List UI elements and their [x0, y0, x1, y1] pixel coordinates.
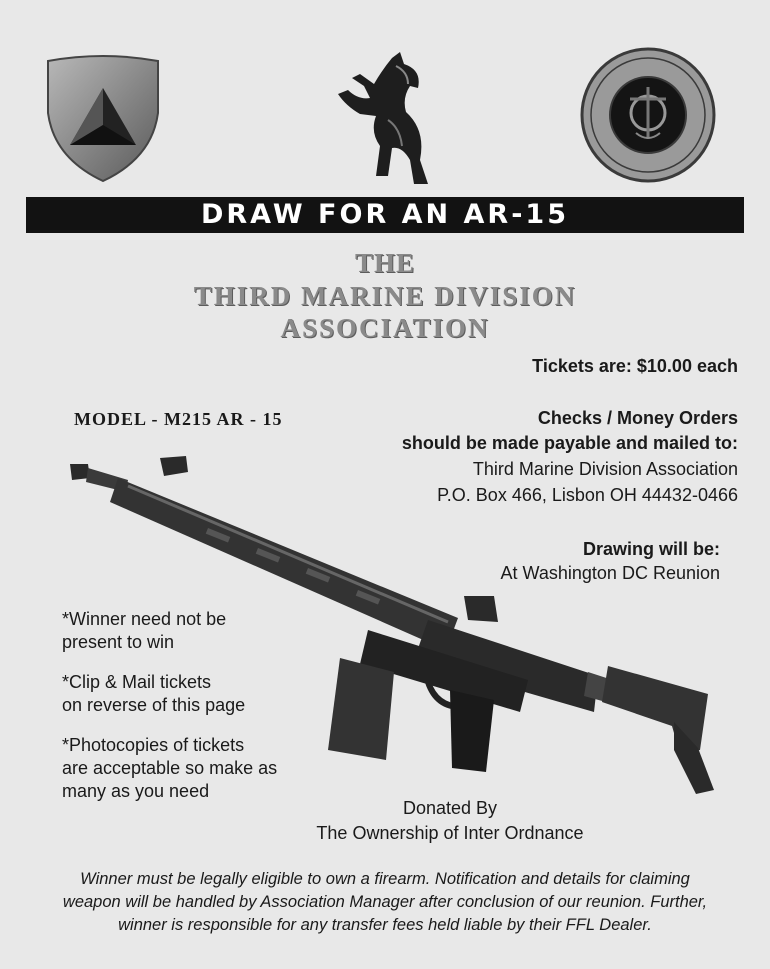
payment-instruction: should be made payable and mailed to:: [401, 433, 738, 453]
org-line-the: THE: [354, 248, 416, 278]
eligibility-disclaimer: [20, 868, 750, 937]
disclaimer-line-2: weapon will be handled by Association Manager after conclusion of our reunion. Further,: [62, 893, 708, 911]
note-2-line-2: on reverse of this page: [62, 695, 246, 715]
donated-by-label: Donated By: [402, 798, 498, 818]
note-1-line-2: present to win: [62, 632, 175, 652]
drawing-location: At Washington DC Reunion: [500, 563, 720, 583]
drawing-heading: Drawing will be:: [582, 539, 720, 559]
note-3-line-3: many as you need: [62, 781, 210, 801]
donor-credit: [280, 796, 620, 846]
third-division-triangle-shield-icon: [40, 53, 166, 183]
payment-address: P.O. Box 466, Lisbon OH 44432-0466: [437, 485, 738, 505]
note-3: [62, 734, 277, 803]
org-line-name: THIRD MARINE DIVISION: [193, 281, 577, 311]
payment-heading: Checks / Money Orders: [537, 408, 738, 428]
model-name: MODEL - M215 AR - 15: [74, 409, 283, 429]
note-2-line-1: *Clip & Mail tickets: [62, 672, 212, 692]
org-line-association: ASSOCIATION: [280, 313, 490, 343]
banner-title: DRAW FOR AN AR-15: [26, 197, 744, 233]
note-3-line-1: *Photocopies of tickets: [62, 735, 245, 755]
note-1: [62, 608, 226, 654]
disclaimer-line-3: winner is responsible for any transfer fees held liable by their FFL Dealer.: [118, 916, 652, 934]
payment-payee: Third Marine Division Association: [472, 459, 738, 479]
ticket-price: Tickets are: $10.00 each: [532, 356, 738, 376]
rearing-horse-icon: [330, 50, 438, 188]
department-of-navy-seal-icon: [580, 47, 716, 183]
note-1-line-1: *Winner need not be: [62, 609, 227, 629]
note-3-line-2: are acceptable so make as: [62, 758, 278, 778]
disclaimer-line-1: Winner must be legally eligible to own a firearm. Notification and details for claiming: [80, 870, 690, 888]
note-2: [62, 671, 245, 717]
donor-name: The Ownership of Inter Ordnance: [316, 823, 584, 843]
